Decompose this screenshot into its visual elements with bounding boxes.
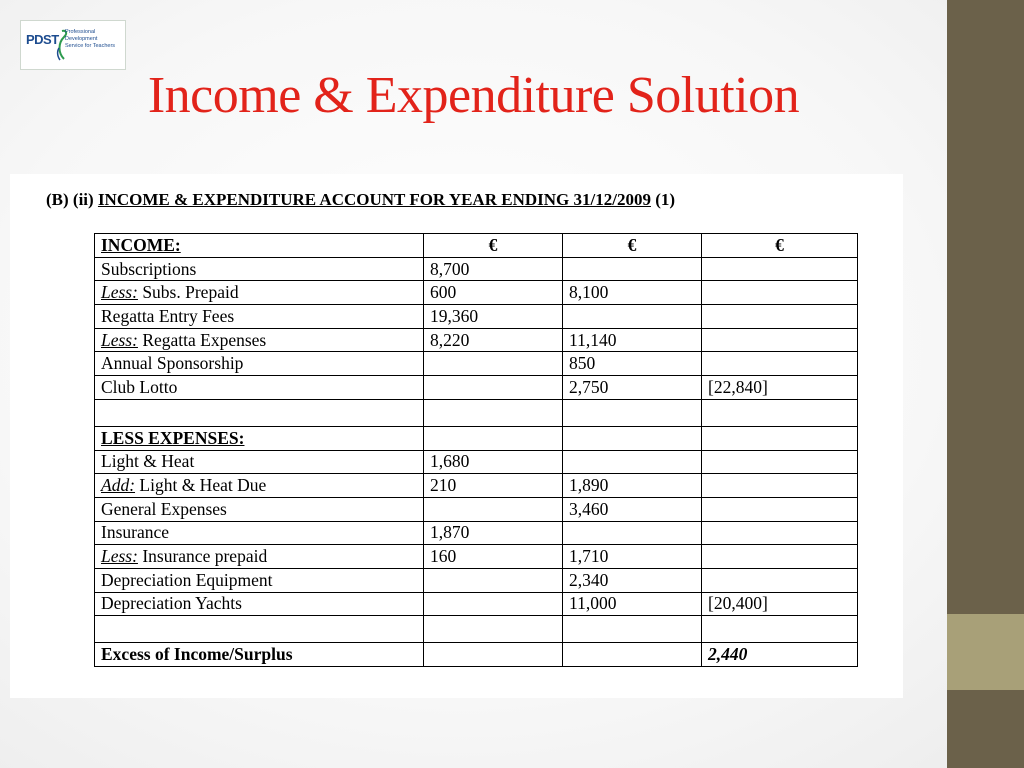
- row-label-prefix: Add:: [101, 475, 136, 496]
- table-row: [95, 592, 858, 616]
- row-label-text: Regatta Expenses: [137, 329, 267, 350]
- cell-value: [563, 643, 702, 667]
- cell-value: 8,700: [424, 257, 563, 281]
- cell-value: 850: [563, 352, 702, 376]
- account-heading-suffix: (1): [650, 190, 676, 209]
- row-label: Depreciation Equipment: [95, 568, 424, 592]
- table-row: [95, 545, 858, 569]
- row-label-text: Light & Heat Due: [135, 475, 267, 496]
- table-row: [95, 450, 858, 474]
- table-row: [95, 234, 858, 258]
- row-label-prefix: Less:: [101, 282, 138, 303]
- table-row: [95, 257, 858, 281]
- logo-line-3: Service for Teachers: [65, 43, 116, 49]
- cell-value: 8,220: [424, 328, 563, 352]
- cell-value: 1,870: [424, 521, 563, 545]
- cell-value: [563, 426, 702, 450]
- income-total: [22,840]: [702, 376, 858, 400]
- pdst-logo-letters: PDST: [26, 32, 59, 47]
- cell-value: [563, 521, 702, 545]
- cell-value: [424, 399, 563, 426]
- row-label-prefix: Less:: [101, 546, 138, 567]
- row-label: [95, 616, 424, 643]
- table-row: [95, 328, 858, 352]
- table-row: [95, 568, 858, 592]
- cell-value: [563, 399, 702, 426]
- row-label: Subscriptions: [95, 257, 424, 281]
- cell-value: [424, 616, 563, 643]
- row-label: General Expenses: [95, 497, 424, 521]
- cell-value: [702, 474, 858, 498]
- cell-value: [424, 376, 563, 400]
- row-label: Insurance: [95, 521, 424, 545]
- cell-value: 1,680: [424, 450, 563, 474]
- cell-value: [702, 521, 858, 545]
- cell-value: 2,340: [563, 568, 702, 592]
- row-label: [95, 281, 424, 305]
- slide-title: Income & Expenditure Solution: [147, 67, 800, 124]
- cell-value: [702, 352, 858, 376]
- cell-value: 3,460: [563, 497, 702, 521]
- table-row: [95, 643, 858, 667]
- cell-value: [702, 305, 858, 329]
- table-row: [95, 376, 858, 400]
- cell-value: [424, 568, 563, 592]
- pdst-logo: [20, 20, 126, 70]
- cell-value: [702, 497, 858, 521]
- cell-value: [563, 616, 702, 643]
- currency-header: €: [702, 234, 858, 258]
- row-label-text: Insurance prepaid: [137, 546, 268, 567]
- pdst-logo-text: [65, 29, 125, 50]
- table-row: [95, 352, 858, 376]
- cell-value: [424, 426, 563, 450]
- cell-value: 600: [424, 281, 563, 305]
- cell-value: [702, 616, 858, 643]
- table-row: [95, 399, 858, 426]
- table-row: [95, 616, 858, 643]
- cell-value: [702, 257, 858, 281]
- row-label: Club Lotto: [95, 376, 424, 400]
- cell-value: 11,140: [563, 328, 702, 352]
- account-heading: [46, 190, 675, 210]
- cell-value: 2,750: [563, 376, 702, 400]
- currency-header: €: [563, 234, 702, 258]
- cell-value: 1,710: [563, 545, 702, 569]
- surplus-label: Excess of Income/Surplus: [95, 643, 424, 667]
- income-expenditure-table: [94, 233, 858, 667]
- cell-value: [424, 497, 563, 521]
- cell-value: [424, 352, 563, 376]
- row-label: [95, 474, 424, 498]
- cell-value: 1,890: [563, 474, 702, 498]
- cell-value: 8,100: [563, 281, 702, 305]
- table-row: [95, 426, 858, 450]
- row-label: Annual Sponsorship: [95, 352, 424, 376]
- logo-line-2: Development: [65, 36, 98, 42]
- expenses-total: [20,400]: [702, 592, 858, 616]
- cell-value: [702, 545, 858, 569]
- account-heading-prefix: (B) (ii): [46, 190, 98, 209]
- row-label-prefix: Less:: [101, 329, 138, 350]
- table-row: [95, 497, 858, 521]
- cell-value: 160: [424, 545, 563, 569]
- row-label: Light & Heat: [95, 450, 424, 474]
- cell-value: [702, 426, 858, 450]
- cell-value: [702, 281, 858, 305]
- cell-value: [702, 399, 858, 426]
- cell-value: [424, 592, 563, 616]
- table-row: [95, 474, 858, 498]
- cell-value: [424, 643, 563, 667]
- income-section-header: INCOME:: [95, 234, 424, 258]
- cell-value: [702, 450, 858, 474]
- row-label: [95, 328, 424, 352]
- cell-value: [563, 450, 702, 474]
- row-label: Regatta Entry Fees: [95, 305, 424, 329]
- row-label-text: Subs. Prepaid: [137, 282, 239, 303]
- row-label: [95, 399, 424, 426]
- table-row: [95, 305, 858, 329]
- account-heading-title: INCOME & EXPENDITURE ACCOUNT FOR YEAR ENDING 31/12/2009: [97, 190, 651, 209]
- cell-value: [702, 328, 858, 352]
- table-row: [95, 521, 858, 545]
- row-label: Depreciation Yachts: [95, 592, 424, 616]
- cell-value: [702, 568, 858, 592]
- row-label: [95, 545, 424, 569]
- cell-value: 11,000: [563, 592, 702, 616]
- currency-header: €: [424, 234, 563, 258]
- cell-value: 210: [424, 474, 563, 498]
- cell-value: 19,360: [424, 305, 563, 329]
- cell-value: [563, 305, 702, 329]
- surplus-value: 2,440: [702, 643, 858, 667]
- expenses-section-header: LESS EXPENSES:: [95, 426, 424, 450]
- document-image: [10, 174, 903, 698]
- logo-line-1: Professional: [65, 29, 96, 35]
- sidebar-accent-block: [947, 614, 1024, 690]
- table-row: [95, 281, 858, 305]
- cell-value: [563, 257, 702, 281]
